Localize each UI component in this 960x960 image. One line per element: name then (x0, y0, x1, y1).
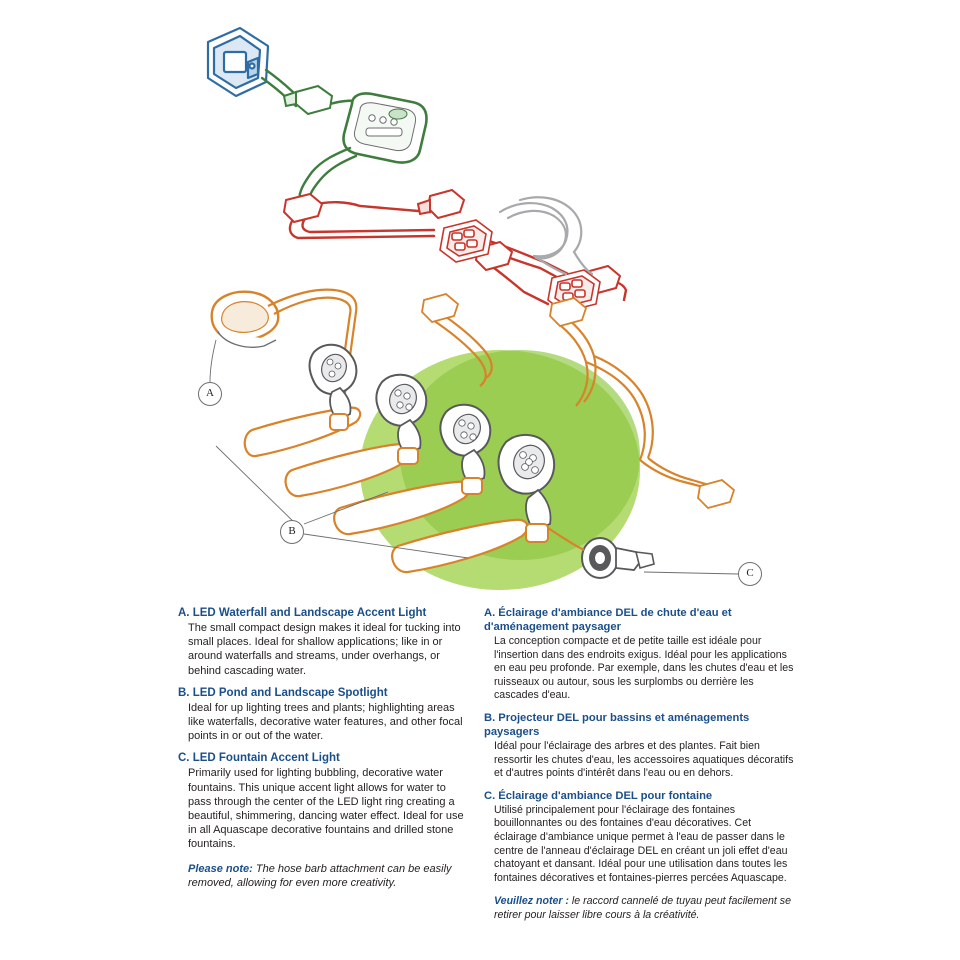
legend-item-a-fr (484, 606, 794, 703)
led-waterfall-accent-light (212, 292, 279, 348)
legend-note-fr (484, 895, 794, 922)
legend-note-en-text: The hose barb attachment can be easily removed, allowing for even more creativity. (188, 862, 452, 889)
legend-item-b-en-body: Ideal for up lighting trees and plants; highlighting areas like waterfalls, decorative water features, and other focal points in or out of the water. (188, 701, 463, 743)
legend-item-b-en-title: B. LED Pond and Landscape Spotlight (178, 686, 388, 699)
leader-line-a (210, 340, 216, 382)
legend-note-fr-text: le raccord cannelé de tuyau peut facilement se retirer pour laisser libre cours à la créativité. (494, 895, 791, 921)
legend-item-a-fr-title: A. Éclairage d'ambiance DEL de chute d'eau et d'aménagement paysager (484, 607, 732, 633)
legend-item-c-fr (484, 789, 794, 886)
coiled-extension-cord (500, 197, 592, 274)
legend-item-c-en (178, 751, 466, 851)
callout-marker-a: A (198, 382, 222, 406)
cable-connector-spotlight-1 (422, 294, 458, 322)
legend-item-b-fr-title: B. Projecteur DEL pour bassins et aménagements paysagers (484, 711, 750, 738)
photocell-controller (344, 93, 427, 162)
legend-column-english (178, 606, 466, 890)
red-plug-connector-2 (418, 190, 464, 218)
legend-note-en-lead: Please note: (188, 862, 253, 875)
legend-item-a-en-title: A. LED Waterfall and Landscape Accent Light (178, 607, 427, 619)
legend-item-c-fr-body: Utilisé principalement pour l'éclairage des fontaines bouillonnantes ou des fontaines d'eau décoratives. Cet éclairage d'ambiance unique permet à l'eau de passer dans le centre de l'anneau d'éclairage DEL en créant un joli effet d'eau chatoyant et dansant. Idéal pour une utilisation dans toutes les fontaines décoratives et fontaines-pierres percées Aquascape. (494, 803, 788, 884)
legend-item-a-en-body: The small compact design makes it ideal for tucking into small places. Ideal for shallow applications; like in or around waterfalls and streams, under overhangs, or behind cascading water. (188, 622, 461, 677)
quick-connect-splitter-1 (440, 220, 492, 262)
cable-connector-spotlight-3 (698, 480, 734, 508)
led-fountain-accent-light (582, 538, 654, 578)
legend-column-french (484, 606, 794, 923)
leader-line-c (644, 572, 738, 574)
red-plug-connector-1 (284, 194, 322, 222)
legend-item-b-en (178, 686, 466, 744)
legend-note-fr-lead: Veuillez noter : (494, 895, 569, 908)
legend-item-a-fr-body: La conception compacte et de petite taille est idéale pour l'insertion dans des endroits exigus. Idéal pour les applications en eau peu profonde. Par exemple, dans les chutes d'eau et les ruisseaux ou autour, sous les surplombs ou derrière les cascades d'eau. (494, 635, 794, 702)
callout-marker-c: C (738, 562, 762, 586)
legend-item-c-fr-title: C. Éclairage d'ambiance DEL pour fontaine (484, 789, 713, 802)
legend-item-b-fr-body: Idéal pour l'éclairage des arbres et des plantes. Fait bien ressortir les chutes d'eau, les accessoires aquatiques décoratifs et d'autres points d'intérêt dans l'eau ou en dehors. (494, 739, 794, 780)
legend-item-c-en-title: C. LED Fountain Accent Light (178, 752, 340, 765)
legend-item-c-en-body: Primarily used for lighting bubbling, decorative water fountains. This unique accent light allows for water to pass through the center of the LED light ring creating a beautiful, shimmering, dancing water effect. Ideal for use in all Aquascape decorative fountains and drilled stone fountains. (188, 767, 464, 851)
legend-item-a-en (178, 606, 466, 678)
legend-item-b-fr (484, 711, 794, 781)
transformer-unit (208, 28, 268, 96)
legend-text-area (0, 606, 960, 960)
legend-note-en (178, 862, 466, 890)
callout-marker-b: B (280, 520, 304, 544)
